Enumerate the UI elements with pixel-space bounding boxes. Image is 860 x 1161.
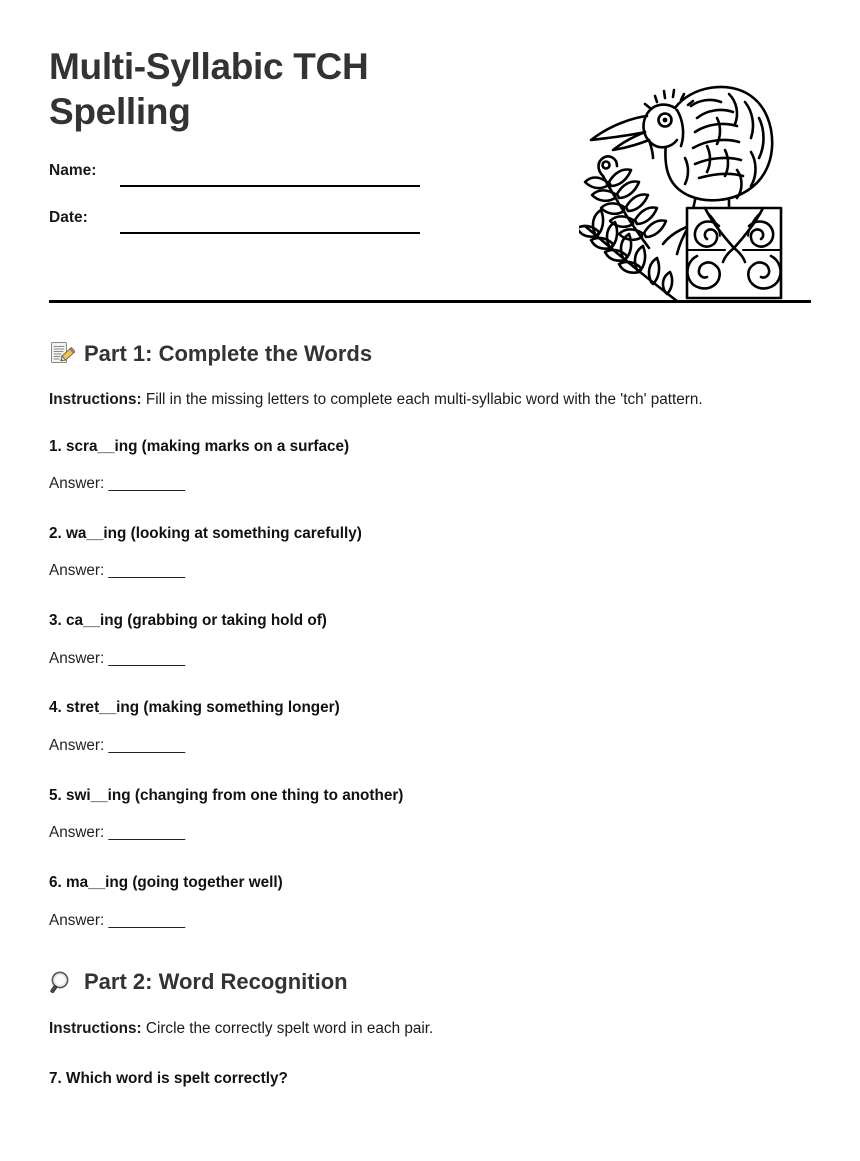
- question-prompt: 5. swi__ing (changing from one thing to another): [49, 786, 404, 804]
- part-2-heading-text: Part 2: Word Recognition: [84, 969, 348, 995]
- question-item-3: [49, 611, 811, 669]
- question-prompt: 3. ca__ing (grabbing or taking hold of): [49, 612, 327, 630]
- silver-fern-frond: [579, 156, 681, 303]
- question-item-1: [49, 437, 811, 495]
- page-title: Multi-Syllabic TCH Spelling: [49, 46, 369, 133]
- part-2-instructions: [49, 1018, 811, 1040]
- part-1-instructions: [49, 389, 811, 411]
- part-1-heading: [49, 341, 811, 367]
- answer-blank-line[interactable]: Answer: _________: [49, 475, 186, 493]
- part-1-heading-text: Part 1: Complete the Words: [84, 341, 373, 366]
- date-input-line[interactable]: [120, 232, 420, 234]
- magnifying-glass-icon: [49, 969, 75, 995]
- name-label: Name:: [49, 162, 97, 180]
- instructions-text: Fill in the missing letters to complete each multi-syllabic word with the 'tch' pattern.: [145, 391, 703, 409]
- part-2-heading: [49, 969, 811, 995]
- answer-blank-line[interactable]: Answer: _________: [49, 737, 186, 755]
- instructions-label: Instructions:: [49, 1019, 142, 1037]
- memo-pencil-icon: [49, 341, 75, 367]
- question-prompt: 6. ma__ing (going together well): [49, 873, 283, 891]
- new-zealand-kiwi-fern-koru-illustration: [579, 58, 789, 303]
- question-prompt: 1. scra__ing (making marks on a surface): [49, 437, 350, 455]
- worksheet-header: [49, 0, 811, 300]
- question-item-7: [49, 1069, 811, 1090]
- question-item-6: [49, 873, 811, 931]
- instructions-label: Instructions:: [49, 391, 142, 409]
- question-item-4: [49, 698, 811, 756]
- question-item-5: [49, 786, 811, 844]
- answer-blank-line[interactable]: Answer: _________: [49, 824, 186, 842]
- question-prompt: 4. stret__ing (making something longer): [49, 699, 340, 717]
- section-part-2: [49, 969, 811, 1089]
- section-part-1: [49, 341, 811, 931]
- question-prompt: 7. Which word is spelt correctly?: [49, 1069, 288, 1087]
- instructions-text: Circle the correctly spelt word in each pair.: [145, 1019, 434, 1037]
- date-label: Date:: [49, 209, 88, 227]
- answer-blank-line[interactable]: Answer: _________: [49, 649, 186, 667]
- answer-blank-line[interactable]: Answer: _________: [49, 911, 186, 929]
- question-item-2: [49, 524, 811, 582]
- maori-koru-carving-panel: [687, 208, 781, 298]
- name-input-line[interactable]: [120, 185, 420, 187]
- answer-blank-line[interactable]: Answer: _________: [49, 562, 186, 580]
- question-prompt: 2. wa__ing (looking at something carefully): [49, 524, 362, 542]
